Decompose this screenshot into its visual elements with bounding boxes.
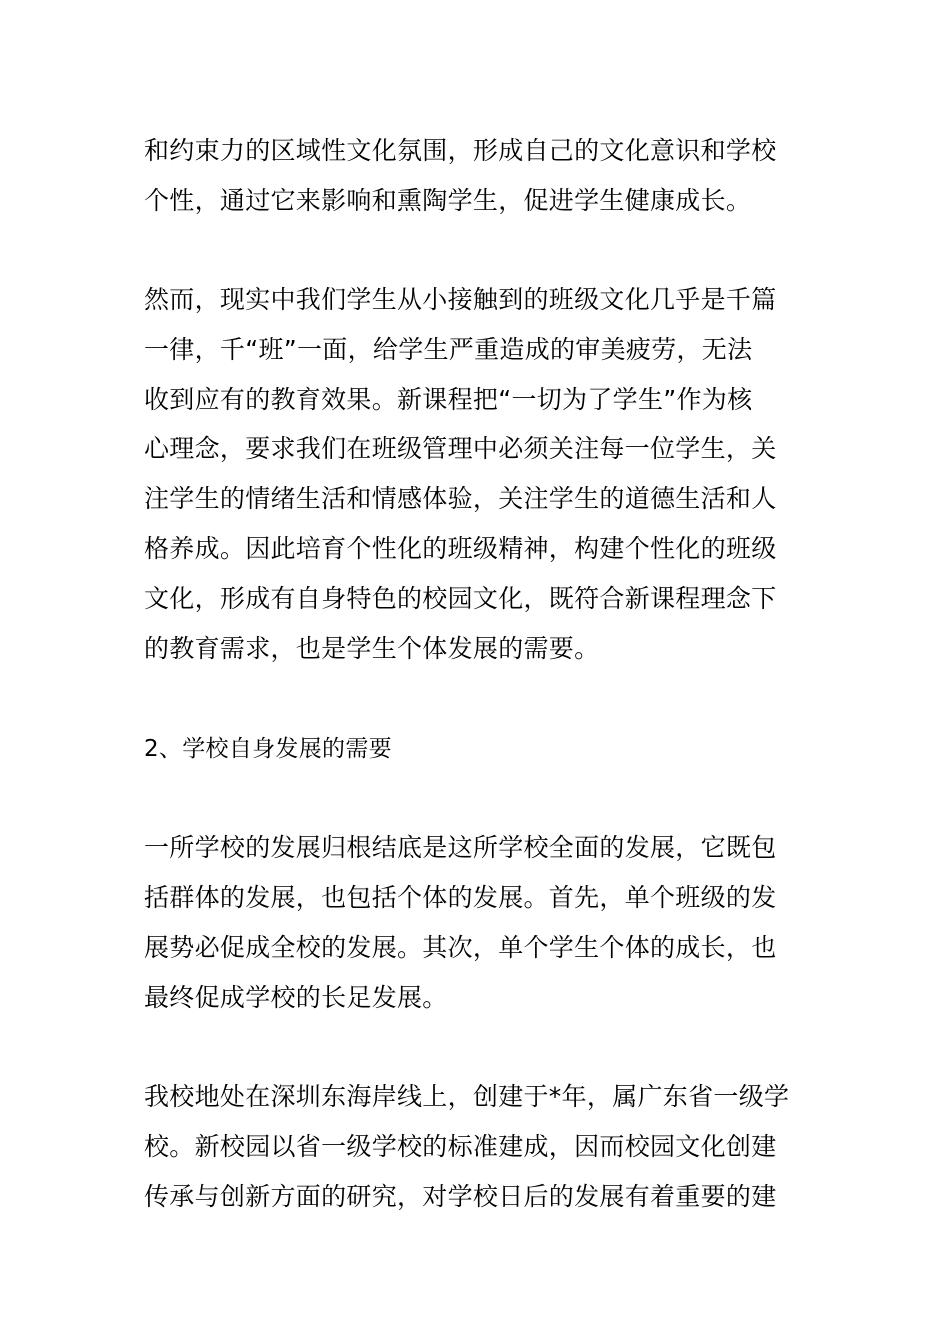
paragraph-4-line-3: 传承与创新方面的研究，对学校日后的发展有着重要的建 [144, 1182, 777, 1211]
paragraph-3-line-2: 括群体的发展，也包括个体的发展。首先，单个班级的发 [144, 883, 777, 912]
paragraph-2-line-8: 的教育需求，也是学生个体发展的需要。 [144, 634, 600, 663]
section-heading: 2、学校自身发展的需要 [144, 736, 392, 762]
paragraph-2-line-1: 然而，现实中我们学生从小接触到的班级文化几乎是千篇 [144, 285, 777, 314]
paragraph-3-line-4: 最终促成学校的长足发展。 [144, 983, 448, 1012]
paragraph-2-line-6: 格养成。因此培育个性化的班级精神，构建个性化的班级 [144, 534, 777, 563]
paragraph-2-line-7: 文化，形成有自身特色的校园文化，既符合新课程理念下 [144, 584, 777, 613]
paragraph-2-line-2: 一律，千“班”一面，给学生严重造成的审美疲劳，无法 [144, 335, 753, 364]
paragraph-2-line-5: 注学生的情绪生活和情感体验，关注学生的道德生活和人 [144, 484, 777, 513]
paragraph-3-line-3: 展势必促成全校的发展。其次，单个学生个体的成长，也 [144, 933, 777, 962]
paragraph-4-line-2: 校。新校园以省一级学校的标准建成，因而校园文化创建 [144, 1132, 777, 1161]
paragraph-3-line-1: 一所学校的发展归根结底是这所学校全面的发展，它既包 [144, 833, 777, 862]
paragraph-2-line-3: 收到应有的教育效果。新课程把“一切为了学生”作为核 [144, 385, 753, 414]
paragraph-2-line-4: 心理念，要求我们在班级管理中必须关注每一位学生，关 [144, 434, 777, 463]
paragraph-1-line-1: 和约束力的区域性文化氛围，形成自己的文化意识和学校 [144, 136, 777, 165]
paragraph-4-line-1: 我校地处在深圳东海岸线上，创建于*年，属广东省一级学 [144, 1082, 790, 1111]
paragraph-1-line-2: 个性，通过它来影响和熏陶学生，促进学生健康成长。 [144, 186, 752, 215]
